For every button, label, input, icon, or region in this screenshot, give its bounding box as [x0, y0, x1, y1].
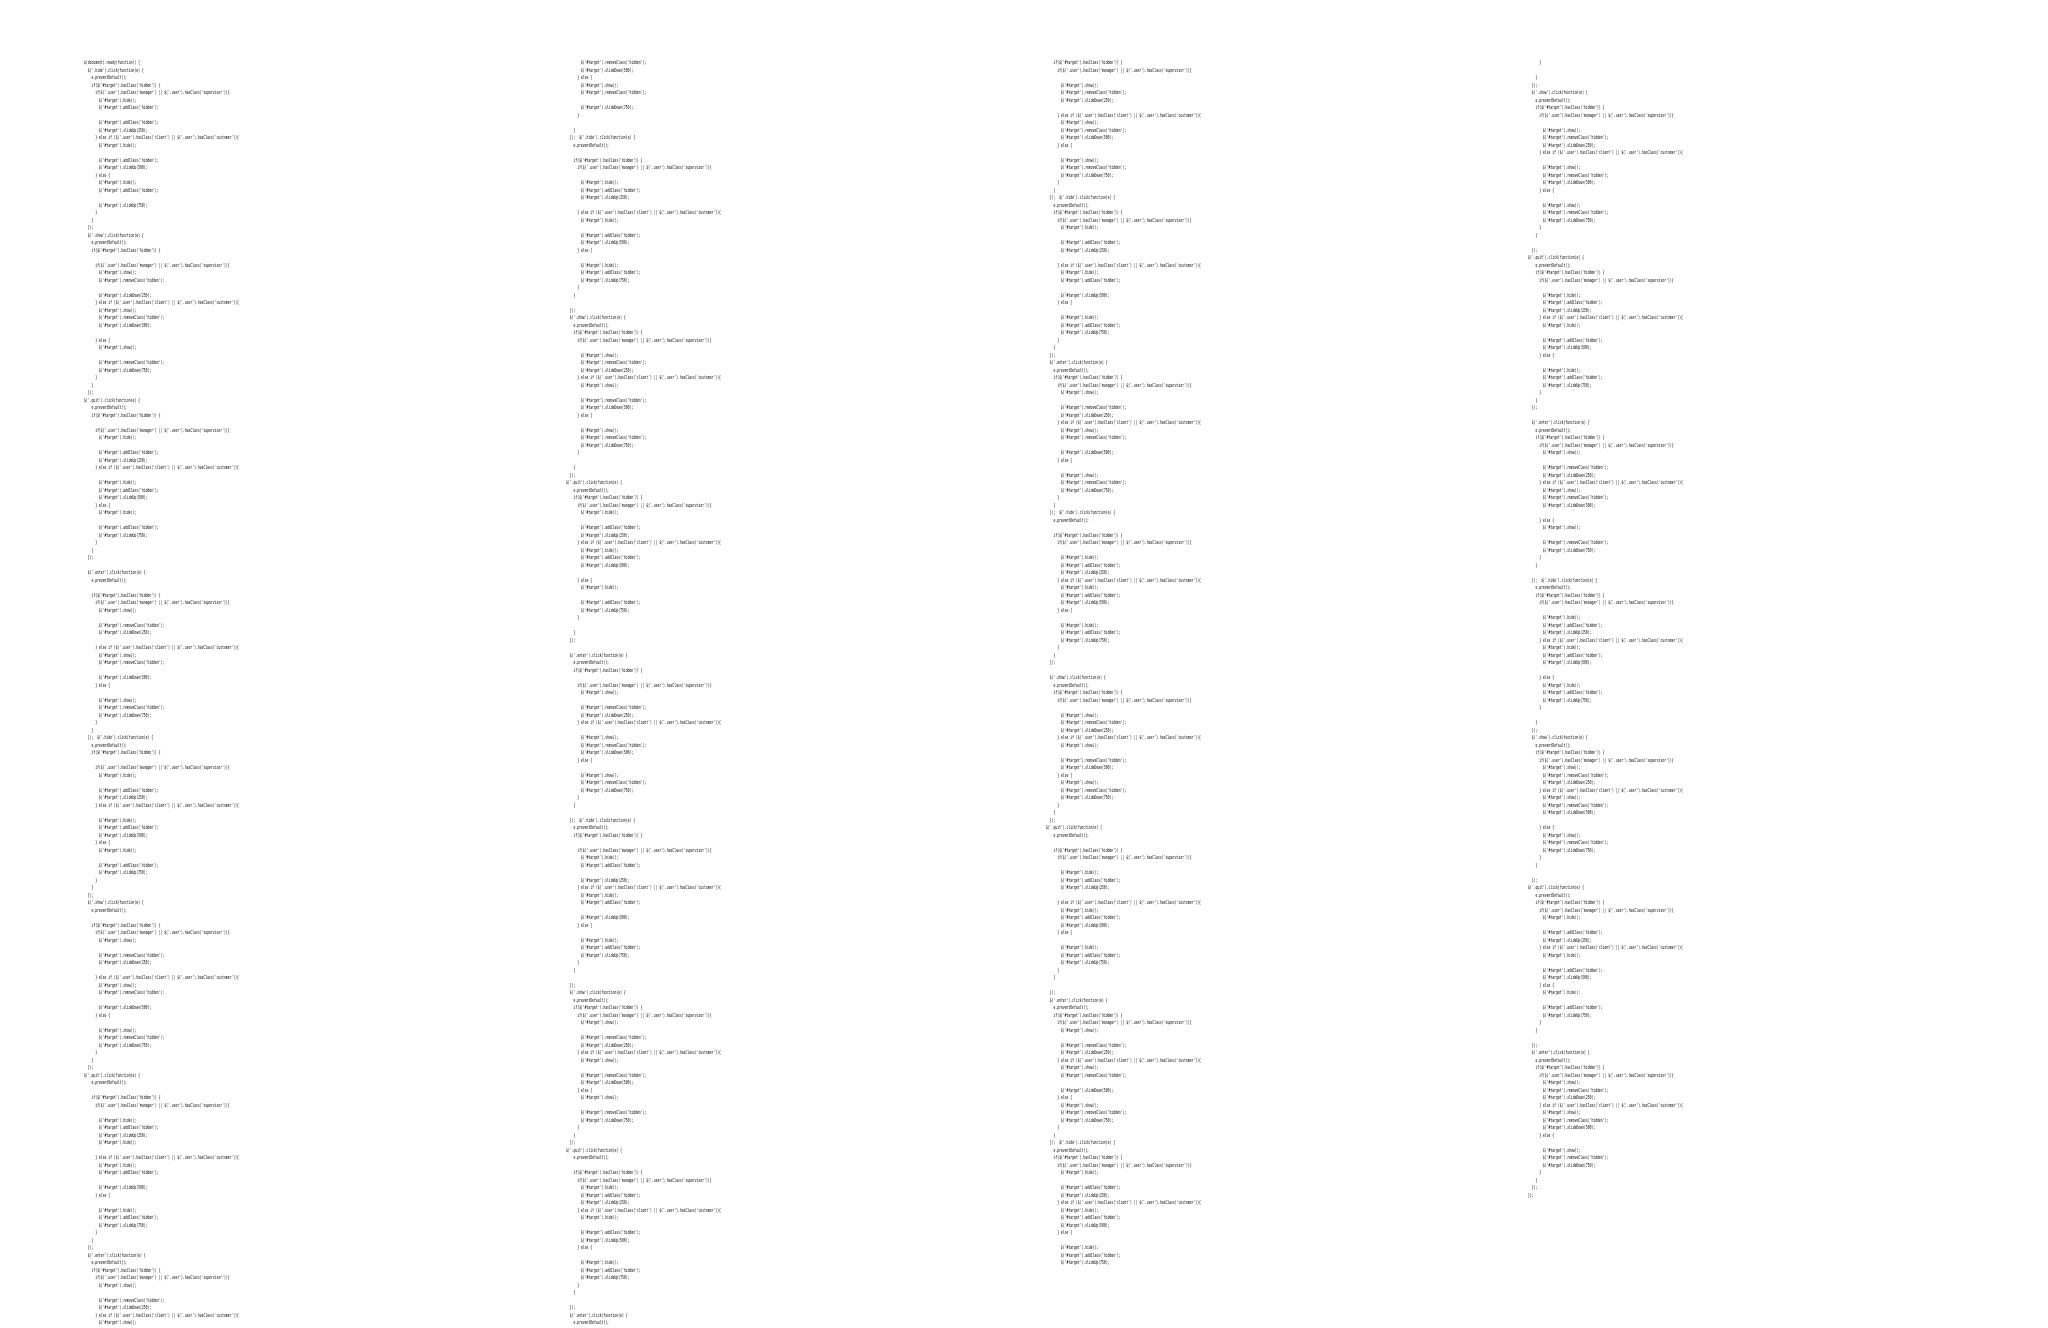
- code-column-3: if($('#target').hasClass('hidden')) { if($('.user').hasClass('manager') || $('.user').hasClass('supervisor')){ $('#target').show(); $('#target').removeClass('hidden'); $('#target').slideDown(250); } else if ($('.user').hasClass('client') || $('.user').hasClass('customer')){ $('#target').show(); $('#target').removeClass('hidden'); $('#target').slideDown(500); } else { $('#target').show(); $('#target').removeClass('hidden'); $('#target').slideDown(750); } } }); $('.hide').click(function(e) { e.preventDefault(); if($('#target').hasClass('hidden')) { if($('.user').hasClass('manager') || $('.user').hasClass('supervisor')){ $('#target').hide(); $('#target').addClass('hidden'); $('#target').slideUp(250); } else if ($('.user').hasClass('client') || $('.user').hasClass('customer')){ $('#target').hide(); $('#target').addClass('hidden'); $('#target').slideUp(500); } else { $('#target').hide(); $('#target').addClass('hidden'); $('#target').slideUp(750); } } }); $('.enter').click(function(e) { e.preventDefault(); if($('#target').hasClass('hidden')) { if($('.user').hasClass('manager') || $('.user').hasClass('supervisor')){ $('#target').show(); $('#target').removeClass('hidden'); $('#target').slideDown(250); } else if ($('.user').hasClass('client') || $('.user').hasClass('customer')){ $('#target').show(); $('#target').removeClass('hidden'); $('#target').slideDown(500); } else { $('#target').show(); $('#target').removeClass('hidden'); $('#target').slideDown(750); } } }); $('.hide').click(function(e) { e.preventDefault(); if($('#target').hasClass('hidden')) { if($('.user').hasClass('manager') || $('.user').hasClass('supervisor')){ $('#target').hide(); $('#target').addClass('hidden'); $('#target').slideUp(250); } else if ($('.user').hasClass('client') || $('.user').hasClass('customer')){ $('#target').hide(); $('#target').addClass('hidden'); $('#target').slideUp(500); } else { $('#target').hide(); $('#target').addClass('hidden'); $('#target').slideUp(750); } } }); $('.show').click(function(e) { e.preventDefault(); if($('#target').hasClass('hidden')) { if($('.user').hasClass('manager') || $('.user').hasClass('supervisor')){ $('#target').show(); $('#target').removeClass('hidden'); $('#target').slideDown(250); } else if ($('.user').hasClass('client') || $('.user').hasClass('customer')){ $('#target').show(); $('#target').removeClass('hidden'); $('#target').slideDown(500); } else { $('#target').show(); $('#target').removeClass('hidden'); $('#target').slideDown(750); } } }); $('.quit').click(function(e) { e.preventDefault(); if($('#target').hasClass('hidden')) { if($('.user').hasClass('manager') || $('.user').hasClass('supervisor')){ $('#target').hide(); $('#target').addClass('hidden'); $('#target').slideUp(250); } else if ($('.user').hasClass('client') || $('.user').hasClass('customer')){ $('#target').hide(); $('#target').addClass('hidden'); $('#target').slideUp(500); } else { $('#target').hide(); $('#target').addClass('hidden'); $('#target').slideUp(750); } } }); $('.enter').click(function(e) { e.preventDefault(); if($('#target').hasClass('hidden')) { if($('.user').hasClass('manager') || $('.user').hasClass('supervisor')){ $('#target').show(); $('#target').removeClass('hidden'); $('#target').slideDown(250); } else if ($('.user').hasClass('client') || $('.user').hasClass('customer')){ $('#target').show(); $('#target').removeClass('hidden'); $('#target').slideDown(500); } else { $('#target').show(); $('#target').removeClass('hidden'); $('#target').slideDown(750); } } }); $('.hide').click(function(e) { e.preventDefault(); if($('#target').hasClass('hidden')) { if($('.user').hasClass('manager') || $('.user').hasClass('supervisor')){ $('#target').hide(); $('#target').addClass('hidden'); $('#target').slideUp(250); } else if ($('.user').hasClass('client') || $('.user').hasClass('customer')){ $('#target').hide(); $('#target').addClass('hidden'); $('#target').slideUp(500); } else { $('#target').hide(); $('#target').addClass('hidden'); $('#target').slideUp(750);: [1046, 60, 1201, 1266]
- code-column-4: } } }); $('.show').click(function(e) { e.preventDefault(); if($('#target').hasClass('hidden')) { if($('.user').hasClass('manager') || $('.user').hasClass('supervisor')){ $('#target').show(); $('#target').removeClass('hidden'); $('#target').slideDown(250); } else if ($('.user').hasClass('client') || $('.user').hasClass('customer')){ $('#target').show(); $('#target').removeClass('hidden'); $('#target').slideDown(500); } else { $('#target').show(); $('#target').removeClass('hidden'); $('#target').slideDown(750); } } }); $('.quit').click(function(e) { e.preventDefault(); if($('#target').hasClass('hidden')) { if($('.user').hasClass('manager') || $('.user').hasClass('supervisor')){ $('#target').hide(); $('#target').addClass('hidden'); $('#target').slideUp(250); } else if ($('.user').hasClass('client') || $('.user').hasClass('customer')){ $('#target').hide(); $('#target').addClass('hidden'); $('#target').slideUp(500); } else { $('#target').hide(); $('#target').addClass('hidden'); $('#target').slideUp(750); } } }); $('.enter').click(function(e) { e.preventDefault(); if($('#target').hasClass('hidden')) { if($('.user').hasClass('manager') || $('.user').hasClass('supervisor')){ $('#target').show(); $('#target').removeClass('hidden'); $('#target').slideDown(250); } else if ($('.user').hasClass('client') || $('.user').hasClass('customer')){ $('#target').show(); $('#target').removeClass('hidden'); $('#target').slideDown(500); } else { $('#target').show(); $('#target').removeClass('hidden'); $('#target').slideDown(750); } } }); $('.hide').click(function(e) { e.preventDefault(); if($('#target').hasClass('hidden')) { if($('.user').hasClass('manager') || $('.user').hasClass('supervisor')){ $('#target').hide(); $('#target').addClass('hidden'); $('#target').slideUp(250); } else if ($('.user').hasClass('client') || $('.user').hasClass('customer')){ $('#target').hide(); $('#target').addClass('hidden'); $('#target').slideUp(500); } else { $('#target').hide(); $('#target').addClass('hidden'); $('#target').slideUp(750); } } }); $('.show').click(function(e) { e.preventDefault(); if($('#target').hasClass('hidden')) { if($('.user').hasClass('manager') || $('.user').hasClass('supervisor')){ $('#target').show(); $('#target').removeClass('hidden'); $('#target').slideDown(250); } else if ($('.user').hasClass('client') || $('.user').hasClass('customer')){ $('#target').show(); $('#target').removeClass('hidden'); $('#target').slideDown(500); } else { $('#target').show(); $('#target').removeClass('hidden'); $('#target').slideDown(750); } } }); $('.quit').click(function(e) { e.preventDefault(); if($('#target').hasClass('hidden')) { if($('.user').hasClass('manager') || $('.user').hasClass('supervisor')){ $('#target').hide(); $('#target').addClass('hidden'); $('#target').slideUp(250); } else if ($('.user').hasClass('client') || $('.user').hasClass('customer')){ $('#target').hide(); $('#target').addClass('hidden'); $('#target').slideUp(500); } else { $('#target').hide(); $('#target').addClass('hidden'); $('#target').slideUp(750); } } }); $('.enter').click(function(e) { e.preventDefault(); if($('#target').hasClass('hidden')) { if($('.user').hasClass('manager') || $('.user').hasClass('supervisor')){ $('#target').show(); $('#target').removeClass('hidden'); $('#target').slideDown(250); } else if ($('.user').hasClass('client') || $('.user').hasClass('customer')){ $('#target').show(); $('#target').removeClass('hidden'); $('#target').slideDown(500); } else { $('#target').show(); $('#target').removeClass('hidden'); $('#target').slideDown(750); } } }); });: [1528, 60, 1683, 1199]
- code-column-2: $('#target').removeClass('hidden'); $('#target').slideDown(500); } else { $('#target').show(); $('#target').removeClass('hidden'); $('#target').slideDown(750); } } }); $('.hide').click(function(e) { e.preventDefault(); if($('#target').hasClass('hidden')) { if($('.user').hasClass('manager') || $('.user').hasClass('supervisor')){ $('#target').hide(); $('#target').addClass('hidden'); $('#target').slideUp(250); } else if ($('.user').hasClass('client') || $('.user').hasClass('customer')){ $('#target').hide(); $('#target').addClass('hidden'); $('#target').slideUp(500); } else { $('#target').hide(); $('#target').addClass('hidden'); $('#target').slideUp(750); } } }); $('.show').click(function(e) { e.preventDefault(); if($('#target').hasClass('hidden')) { if($('.user').hasClass('manager') || $('.user').hasClass('supervisor')){ $('#target').show(); $('#target').removeClass('hidden'); $('#target').slideDown(250); } else if ($('.user').hasClass('client') || $('.user').hasClass('customer')){ $('#target').show(); $('#target').removeClass('hidden'); $('#target').slideDown(500); } else { $('#target').show(); $('#target').removeClass('hidden'); $('#target').slideDown(750); } } }); $('.quit').click(function(e) { e.preventDefault(); if($('#target').hasClass('hidden')) { if($('.user').hasClass('manager') || $('.user').hasClass('supervisor')){ $('#target').hide(); $('#target').addClass('hidden'); $('#target').slideUp(250); } else if ($('.user').hasClass('client') || $('.user').hasClass('customer')){ $('#target').hide(); $('#target').addClass('hidden'); $('#target').slideUp(500); } else { $('#target').hide(); $('#target').addClass('hidden'); $('#target').slideUp(750); } } }); $('.enter').click(function(e) { e.preventDefault(); if($('#target').hasClass('hidden')) { if($('.user').hasClass('manager') || $('.user').hasClass('supervisor')){ $('#target').show(); $('#target').removeClass('hidden'); $('#target').slideDown(250); } else if ($('.user').hasClass('client') || $('.user').hasClass('customer')){ $('#target').show(); $('#target').removeClass('hidden'); $('#target').slideDown(500); } else { $('#target').show(); $('#target').removeClass('hidden'); $('#target').slideDown(750); } } }); $('.hide').click(function(e) { e.preventDefault(); if($('#target').hasClass('hidden')) { if($('.user').hasClass('manager') || $('.user').hasClass('supervisor')){ $('#target').hide(); $('#target').addClass('hidden'); $('#target').slideUp(250); } else if ($('.user').hasClass('client') || $('.user').hasClass('customer')){ $('#target').hide(); $('#target').addClass('hidden'); $('#target').slideUp(500); } else { $('#target').hide(); $('#target').addClass('hidden'); $('#target').slideUp(750); } } }); $('.show').click(function(e) { e.preventDefault(); if($('#target').hasClass('hidden')) { if($('.user').hasClass('manager') || $('.user').hasClass('supervisor')){ $('#target').show(); $('#target').removeClass('hidden'); $('#target').slideDown(250); } else if ($('.user').hasClass('client') || $('.user').hasClass('customer')){ $('#target').show(); $('#target').removeClass('hidden'); $('#target').slideDown(500); } else { $('#target').show(); $('#target').removeClass('hidden'); $('#target').slideDown(750); } } }); $('.quit').click(function(e) { e.preventDefault(); if($('#target').hasClass('hidden')) { if($('.user').hasClass('manager') || $('.user').hasClass('supervisor')){ $('#target').hide(); $('#target').addClass('hidden'); $('#target').slideUp(250); } else if ($('.user').hasClass('client') || $('.user').hasClass('customer')){ $('#target').hide(); $('#target').addClass('hidden'); $('#target').slideUp(500); } else { $('#target').hide(); $('#target').addClass('hidden'); $('#target').slideUp(750); } } }); $('.enter').click(function(e) { e.preventDefault();: [566, 60, 721, 1326]
- code-column-1: $(document).ready(function() { $('.hide').click(function(e) { e.preventDefault(); if($('#target').hasClass('hidden')) { if($('.user').hasClass('manager') || $('.user').hasClass('supervisor')){ $('#target').hide(); $('#target').addClass('hidden'); $('#target').addClass('hidden'); $('#target').slideUp(250); } else if ($('.user').hasClass('client') || $('.user').hasClass('customer')){ $('#target').hide(); $('#target').addClass('hidden'); $('#target').slideUp(500); } else { $('#target').hide(); $('#target').addClass('hidden'); $('#target').slideUp(750); } } }); $('.show').click(function(e) { e.preventDefault(); if($('#target').hasClass('hidden')) { if($('.user').hasClass('manager') || $('.user').hasClass('supervisor')){ $('#target').show(); $('#target').removeClass('hidden'); $('#target').slideDown(250); } else if ($('.user').hasClass('client') || $('.user').hasClass('customer')){ $('#target').show(); $('#target').removeClass('hidden'); $('#target').slideDown(500); } else { $('#target').show(); $('#target').removeClass('hidden'); $('#target').slideDown(750); } } }); $('.quit').click(function(e) { e.preventDefault(); if($('#target').hasClass('hidden')) { if($('.user').hasClass('manager') || $('.user').hasClass('supervisor')){ $('#target').hide(); $('#target').addClass('hidden'); $('#target').slideUp(250); } else if ($('.user').hasClass('client') || $('.user').hasClass('customer')){ $('#target').hide(); $('#target').addClass('hidden'); $('#target').slideUp(500); } else { $('#target').hide(); $('#target').addClass('hidden'); $('#target').slideUp(750); } } }); $('.enter').click(function(e) { e.preventDefault(); if($('#target').hasClass('hidden')) { if($('.user').hasClass('manager') || $('.user').hasClass('supervisor')){ $('#target').show(); $('#target').removeClass('hidden'); $('#target').slideDown(250); } else if ($('.user').hasClass('client') || $('.user').hasClass('customer')){ $('#target').show(); $('#target').removeClass('hidden'); $('#target').slideDown(500); } else { $('#target').show(); $('#target').removeClass('hidden'); $('#target').slideDown(750); } } }); $('.hide').click(function(e) { e.preventDefault(); if($('#target').hasClass('hidden')) { if($('.user').hasClass('manager') || $('.user').hasClass('supervisor')){ $('#target').hide(); $('#target').addClass('hidden'); $('#target').slideUp(250); } else if ($('.user').hasClass('client') || $('.user').hasClass('customer')){ $('#target').hide(); $('#target').addClass('hidden'); $('#target').slideUp(500); } else { $('#target').hide(); $('#target').addClass('hidden'); $('#target').slideUp(750); } } }); $('.show').click(function(e) { e.preventDefault(); if($('#target').hasClass('hidden')) { if($('.user').hasClass('manager') || $('.user').hasClass('supervisor')){ $('#target').show(); $('#target').removeClass('hidden'); $('#target').slideDown(250); } else if ($('.user').hasClass('client') || $('.user').hasClass('customer')){ $('#target').show(); $('#target').removeClass('hidden'); $('#target').slideDown(500); } else { $('#target').show(); $('#target').removeClass('hidden'); $('#target').slideDown(750); } } }); $('.quit').click(function(e) { e.preventDefault(); if($('#target').hasClass('hidden')) { if($('.user').hasClass('manager') || $('.user').hasClass('supervisor')){ $('#target').hide(); $('#target').addClass('hidden'); $('#target').slideUp(250); $('#target').hide(); } else if ($('.user').hasClass('client') || $('.user').hasClass('customer')){ $('#target').hide(); $('#target').addClass('hidden'); $('#target').slideUp(500); } else { $('#target').hide(); $('#target').addClass('hidden'); $('#target').slideUp(750); } } }); $('.enter').click(function(e) { e.preventDefault(); if($('#target').hasClass('hidden')) { if($('.user').hasClass('manager') || $('.user').hasClass('supervisor')){ $('#target').show(); $('#target').removeClass('hidden'); $('#target').slideDown(250); } else if ($('.user').hasClass('client') || $('.user').hasClass('customer')){ $('#target').show();: [84, 60, 239, 1326]
